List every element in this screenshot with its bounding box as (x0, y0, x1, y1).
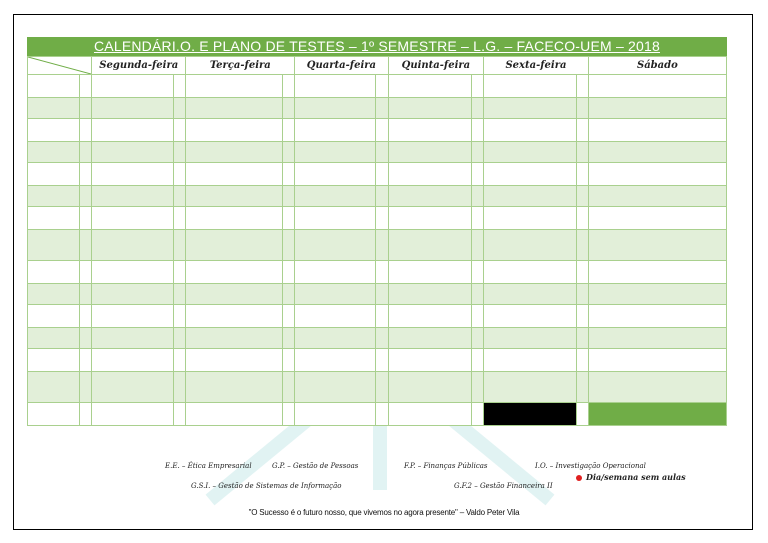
calendar-cell (376, 207, 388, 230)
calendar-title: CALENDÁRI.O. E PLANO DE TESTES – 1º SEMESTRE – L.G. – FACECO-UEM – 2018 (27, 37, 727, 56)
calendar-cell (186, 305, 283, 328)
calendar-cell (282, 75, 294, 98)
calendar-cell (174, 98, 186, 119)
calendar-cell (295, 230, 376, 261)
header-row (28, 57, 727, 75)
calendar-cell (376, 305, 388, 328)
calendar-cell (484, 98, 576, 119)
calendar-cell (295, 142, 376, 163)
calendar-cell (576, 119, 588, 142)
calendar-cell (576, 142, 588, 163)
calendar-cell (376, 163, 388, 186)
calendar-cell (79, 98, 91, 119)
calendar-cell (174, 119, 186, 142)
calendar-cell (388, 349, 471, 372)
redacted-cell (484, 403, 576, 426)
calendar-cell (388, 98, 471, 119)
calendar-cell (588, 372, 726, 403)
calendar-row (28, 230, 727, 261)
calendar-cell (91, 119, 173, 142)
calendar-cell (282, 305, 294, 328)
calendar-cell (79, 163, 91, 186)
header-wednesday: Quarta-feira (295, 57, 388, 75)
calendar-cell (588, 349, 726, 372)
calendar-row (28, 403, 727, 426)
calendar-cell (295, 75, 376, 98)
calendar-cell (576, 328, 588, 349)
calendar-cell (295, 284, 376, 305)
calendar-cell (174, 372, 186, 403)
header-thursday: Quinta-feira (388, 57, 484, 75)
calendar-cell (174, 261, 186, 284)
calendar-cell (28, 284, 80, 305)
calendar-cell (186, 403, 283, 426)
calendar-cell (79, 142, 91, 163)
calendar-cell (186, 75, 283, 98)
calendar-cell (484, 305, 576, 328)
calendar-cell (91, 163, 173, 186)
calendar-cell (576, 163, 588, 186)
calendar-cell (28, 207, 80, 230)
calendar-cell (484, 349, 576, 372)
calendar-cell (79, 284, 91, 305)
calendar-cell (376, 349, 388, 372)
calendar-cell (79, 403, 91, 426)
calendar-cell (28, 142, 80, 163)
calendar-cell (186, 142, 283, 163)
calendar-row (28, 372, 727, 403)
calendar-cell (376, 372, 388, 403)
calendar-cell (388, 284, 471, 305)
calendar-cell (588, 207, 726, 230)
calendar-cell (471, 75, 483, 98)
calendar-cell (79, 230, 91, 261)
calendar-cell (471, 230, 483, 261)
calendar-cell (376, 261, 388, 284)
calendar-cell (588, 186, 726, 207)
calendar-cell (79, 328, 91, 349)
legend-gsi: G.S.I. – Gestão de Sistemas de Informação (191, 482, 342, 490)
calendar-cell (576, 349, 588, 372)
calendar-cell (91, 284, 173, 305)
calendar-cell (388, 186, 471, 207)
calendar-cell (28, 186, 80, 207)
calendar-cell (28, 230, 80, 261)
calendar-cell (388, 207, 471, 230)
calendar-cell (186, 230, 283, 261)
calendar-cell (282, 372, 294, 403)
calendar-cell (79, 305, 91, 328)
calendar-cell (282, 403, 294, 426)
calendar-cell (186, 207, 283, 230)
calendar-cell (576, 261, 588, 284)
calendar-cell (79, 207, 91, 230)
calendar-cell (186, 163, 283, 186)
calendar-cell (186, 372, 283, 403)
calendar-row (28, 261, 727, 284)
corner-cell (28, 57, 92, 75)
calendar-cell (484, 207, 576, 230)
calendar-cell (79, 261, 91, 284)
calendar-cell (471, 119, 483, 142)
calendar-cell (91, 142, 173, 163)
calendar-row (28, 207, 727, 230)
calendar-cell (282, 284, 294, 305)
calendar-cell (376, 186, 388, 207)
calendar-row (28, 98, 727, 119)
calendar-cell (91, 207, 173, 230)
calendar-cell (91, 403, 173, 426)
calendar-cell (576, 284, 588, 305)
calendar-cell (471, 261, 483, 284)
calendar-cell (376, 75, 388, 98)
calendar-cell (186, 261, 283, 284)
calendar-cell (295, 98, 376, 119)
calendar-cell (588, 328, 726, 349)
calendar-cell (484, 75, 576, 98)
calendar-cell (388, 163, 471, 186)
calendar-cell (174, 142, 186, 163)
calendar-cell (174, 207, 186, 230)
calendar-row (28, 328, 727, 349)
calendar-row (28, 284, 727, 305)
calendar-cell (79, 349, 91, 372)
calendar-row (28, 75, 727, 98)
calendar-cell (186, 186, 283, 207)
header-tuesday: Terça-feira (186, 57, 295, 75)
calendar-cell (576, 403, 588, 426)
calendar-cell (484, 230, 576, 261)
calendar-cell (576, 305, 588, 328)
calendar-cell (282, 207, 294, 230)
calendar-cell (295, 163, 376, 186)
calendar-cell (91, 186, 173, 207)
calendar-cell (484, 186, 576, 207)
calendar-cell (576, 186, 588, 207)
quote: "O Sucesso é o futuro nosso, que vivemos no agora presente" – Valdo Peter Vila (248, 508, 520, 517)
calendar-cell (186, 328, 283, 349)
calendar-cell (471, 98, 483, 119)
no-class-label: Dia/semana sem aulas (586, 472, 686, 482)
calendar-row (28, 142, 727, 163)
calendar-cell (282, 163, 294, 186)
calendar-cell (484, 142, 576, 163)
calendar-cell (376, 119, 388, 142)
calendar-cell (484, 284, 576, 305)
calendar-cell (91, 98, 173, 119)
calendar-cell (471, 284, 483, 305)
calendar-cell (174, 230, 186, 261)
calendar-cell (295, 207, 376, 230)
calendar-cell (91, 372, 173, 403)
calendar-cell (388, 230, 471, 261)
calendar-cell (471, 328, 483, 349)
calendar-cell (91, 349, 173, 372)
calendar-cell (282, 186, 294, 207)
calendar-cell (576, 372, 588, 403)
calendar-cell (186, 119, 283, 142)
calendar-cell (28, 163, 80, 186)
calendar-cell (186, 98, 283, 119)
calendar-cell (295, 305, 376, 328)
calendar-cell (186, 349, 283, 372)
calendar-row (28, 163, 727, 186)
calendar-cell (282, 119, 294, 142)
calendar-cell (484, 328, 576, 349)
header-saturday: Sábado (588, 57, 726, 75)
calendar-cell (295, 261, 376, 284)
calendar-cell (28, 98, 80, 119)
calendar-cell (91, 230, 173, 261)
calendar-cell (576, 207, 588, 230)
calendar-cell (484, 119, 576, 142)
calendar-cell (28, 75, 80, 98)
calendar-cell (282, 98, 294, 119)
calendar-cell (174, 163, 186, 186)
calendar-cell (91, 328, 173, 349)
no-class-cell (588, 403, 726, 426)
calendar-row (28, 349, 727, 372)
header-friday: Sexta-feira (484, 57, 589, 75)
calendar-cell (295, 349, 376, 372)
calendar-cell (376, 230, 388, 261)
calendar-cell (28, 261, 80, 284)
calendar-cell (174, 186, 186, 207)
calendar-cell (282, 142, 294, 163)
calendar-cell (376, 142, 388, 163)
legend-gf2: G.F.2 – Gestão Financeira II (454, 482, 553, 490)
calendar-cell (174, 284, 186, 305)
calendar-cell (588, 261, 726, 284)
calendar-cell (588, 98, 726, 119)
calendar-cell (282, 261, 294, 284)
calendar-cell (186, 284, 283, 305)
legend-gp: G.P. – Gestão de Pessoas (272, 462, 359, 470)
calendar-cell (588, 305, 726, 328)
calendar-cell (471, 142, 483, 163)
calendar-cell (28, 403, 80, 426)
calendar-cell (484, 261, 576, 284)
calendar-cell (174, 305, 186, 328)
calendar-cell (376, 403, 388, 426)
calendar-row (28, 186, 727, 207)
calendar-cell (295, 119, 376, 142)
calendar-cell (588, 119, 726, 142)
calendar-table (27, 56, 727, 426)
calendar-cell (471, 207, 483, 230)
calendar-cell (388, 305, 471, 328)
calendar-cell (28, 328, 80, 349)
calendar-cell (471, 349, 483, 372)
calendar-row (28, 305, 727, 328)
calendar-cell (91, 261, 173, 284)
legend-io: I.O. – Investigação Operacional (535, 462, 646, 470)
calendar-cell (79, 75, 91, 98)
calendar-cell (471, 372, 483, 403)
calendar-cell (295, 372, 376, 403)
calendar-cell (388, 403, 471, 426)
calendar-cell (376, 98, 388, 119)
legend-fp: F.P. – Finanças Públicas (404, 462, 488, 470)
calendar-cell (91, 305, 173, 328)
calendar-cell (388, 119, 471, 142)
calendar-cell (471, 403, 483, 426)
calendar-cell (174, 349, 186, 372)
calendar-cell (174, 75, 186, 98)
calendar-cell (295, 186, 376, 207)
calendar-cell (79, 372, 91, 403)
calendar-cell (282, 230, 294, 261)
calendar-cell (376, 328, 388, 349)
calendar-cell (28, 119, 80, 142)
calendar-cell (174, 403, 186, 426)
calendar-cell (471, 186, 483, 207)
calendar-cell (174, 328, 186, 349)
calendar-cell (388, 372, 471, 403)
calendar-cell (28, 305, 80, 328)
calendar-cell (388, 75, 471, 98)
calendar-cell (388, 328, 471, 349)
calendar-cell (91, 75, 173, 98)
calendar-cell (576, 230, 588, 261)
calendar-cell (576, 75, 588, 98)
calendar-cell (484, 372, 576, 403)
calendar-cell (79, 119, 91, 142)
calendar-cell (388, 142, 471, 163)
calendar-row (28, 119, 727, 142)
header-monday: Segunda-feira (91, 57, 185, 75)
calendar-cell (295, 403, 376, 426)
calendar-cell (28, 372, 80, 403)
calendar-cell (295, 328, 376, 349)
legend-ee: E.E. – Ética Empresarial (165, 462, 252, 470)
calendar-cell (484, 163, 576, 186)
no-class-legend (576, 472, 686, 482)
calendar-cell (282, 328, 294, 349)
calendar-cell (471, 305, 483, 328)
calendar-cell (28, 349, 80, 372)
calendar-cell (588, 163, 726, 186)
no-class-dot-icon (576, 475, 582, 481)
calendar-cell (282, 349, 294, 372)
calendar-cell (576, 98, 588, 119)
calendar-cell (588, 142, 726, 163)
calendar-cell (588, 284, 726, 305)
calendar-cell (588, 75, 726, 98)
calendar-cell (388, 261, 471, 284)
calendar-cell (376, 284, 388, 305)
calendar-cell (79, 186, 91, 207)
calendar-cell (588, 230, 726, 261)
calendar-cell (471, 163, 483, 186)
